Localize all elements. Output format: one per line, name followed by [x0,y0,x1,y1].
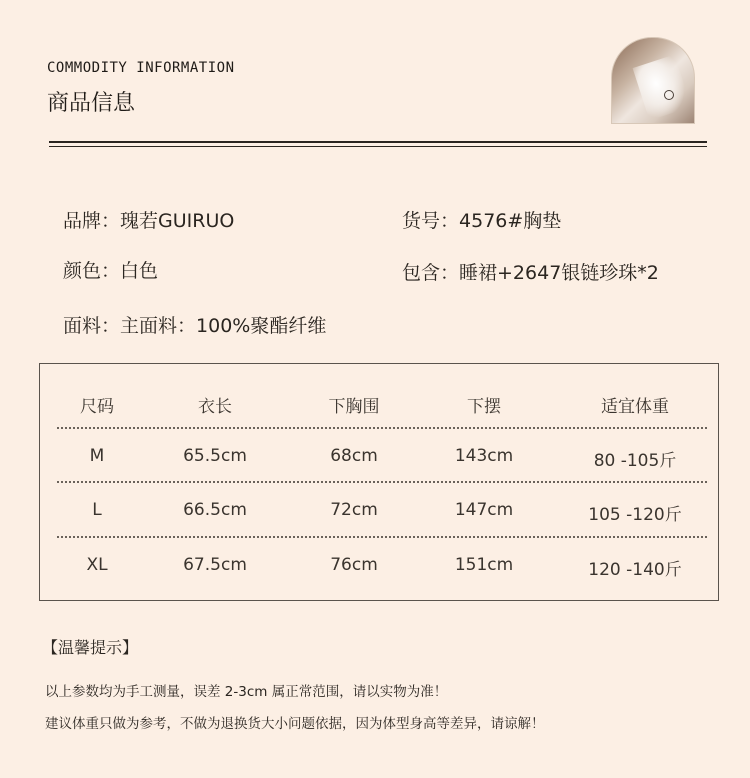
table-cell: 120 -140斤 [588,560,682,580]
table-header-hem: 下摆 [467,397,501,417]
info-brand-label: 品牌： [63,210,121,232]
info-item-no-label: 货号： [402,210,460,232]
info-brand [63,206,234,233]
pendant-icon [664,90,674,100]
info-fabric-value: 主面料：100%聚酯纤维 [120,315,327,337]
table-row-divider [57,427,707,429]
header-title-cn: 商品信息 [47,91,136,116]
tips-line-2: 建议体重只做为参考，不做为退换货大小问题依据，因为体型身高等差异，请谅解！ [45,716,545,732]
product-photo [611,37,695,124]
table-cell: XL [86,555,108,575]
info-fabric-label: 面料： [63,315,121,337]
table-row-divider [57,536,707,538]
info-brand-value: 瑰若GUIRUO [120,210,235,232]
header-divider-thin [49,146,707,147]
table-header-weight: 适宜体重 [601,397,669,417]
table-cell: 65.5cm [183,446,247,466]
table-cell: 68cm [330,446,378,466]
table-cell: L [92,500,102,520]
header-title-en: COMMODITY INFORMATION [47,60,235,76]
table-row-divider [57,481,707,483]
info-item-no-value: 4576#胸垫 [459,210,562,232]
table-cell: 151cm [454,555,514,575]
table-cell: 147cm [454,500,514,520]
table-cell: M [89,446,105,466]
info-fabric [63,311,326,338]
tips-line-1: 以上参数均为手工测量，误差 2-3cm 属正常范围，请以实物为准！ [45,684,448,700]
table-cell: 105 -120斤 [588,505,682,525]
info-color-label: 颜色： [63,260,121,282]
table-cell: 143cm [454,446,514,466]
table-cell: 67.5cm [183,555,247,575]
header-divider [49,141,707,143]
info-item-no [402,206,561,233]
info-package [402,258,659,285]
table-cell: 66.5cm [183,500,247,520]
info-color [63,256,158,283]
info-package-label: 包含： [402,262,460,284]
table-header-length: 衣长 [198,397,232,417]
table-cell: 72cm [330,500,378,520]
table-cell: 76cm [330,555,378,575]
info-color-value: 白色 [120,260,159,282]
table-cell: 80 -105斤 [593,451,677,471]
tips-title: 【温馨提示】 [42,638,139,657]
table-header-size: 尺码 [80,397,114,417]
info-package-value: 睡裙+2647银链珍珠*2 [459,262,659,284]
table-header-underbust: 下胸围 [328,397,380,417]
